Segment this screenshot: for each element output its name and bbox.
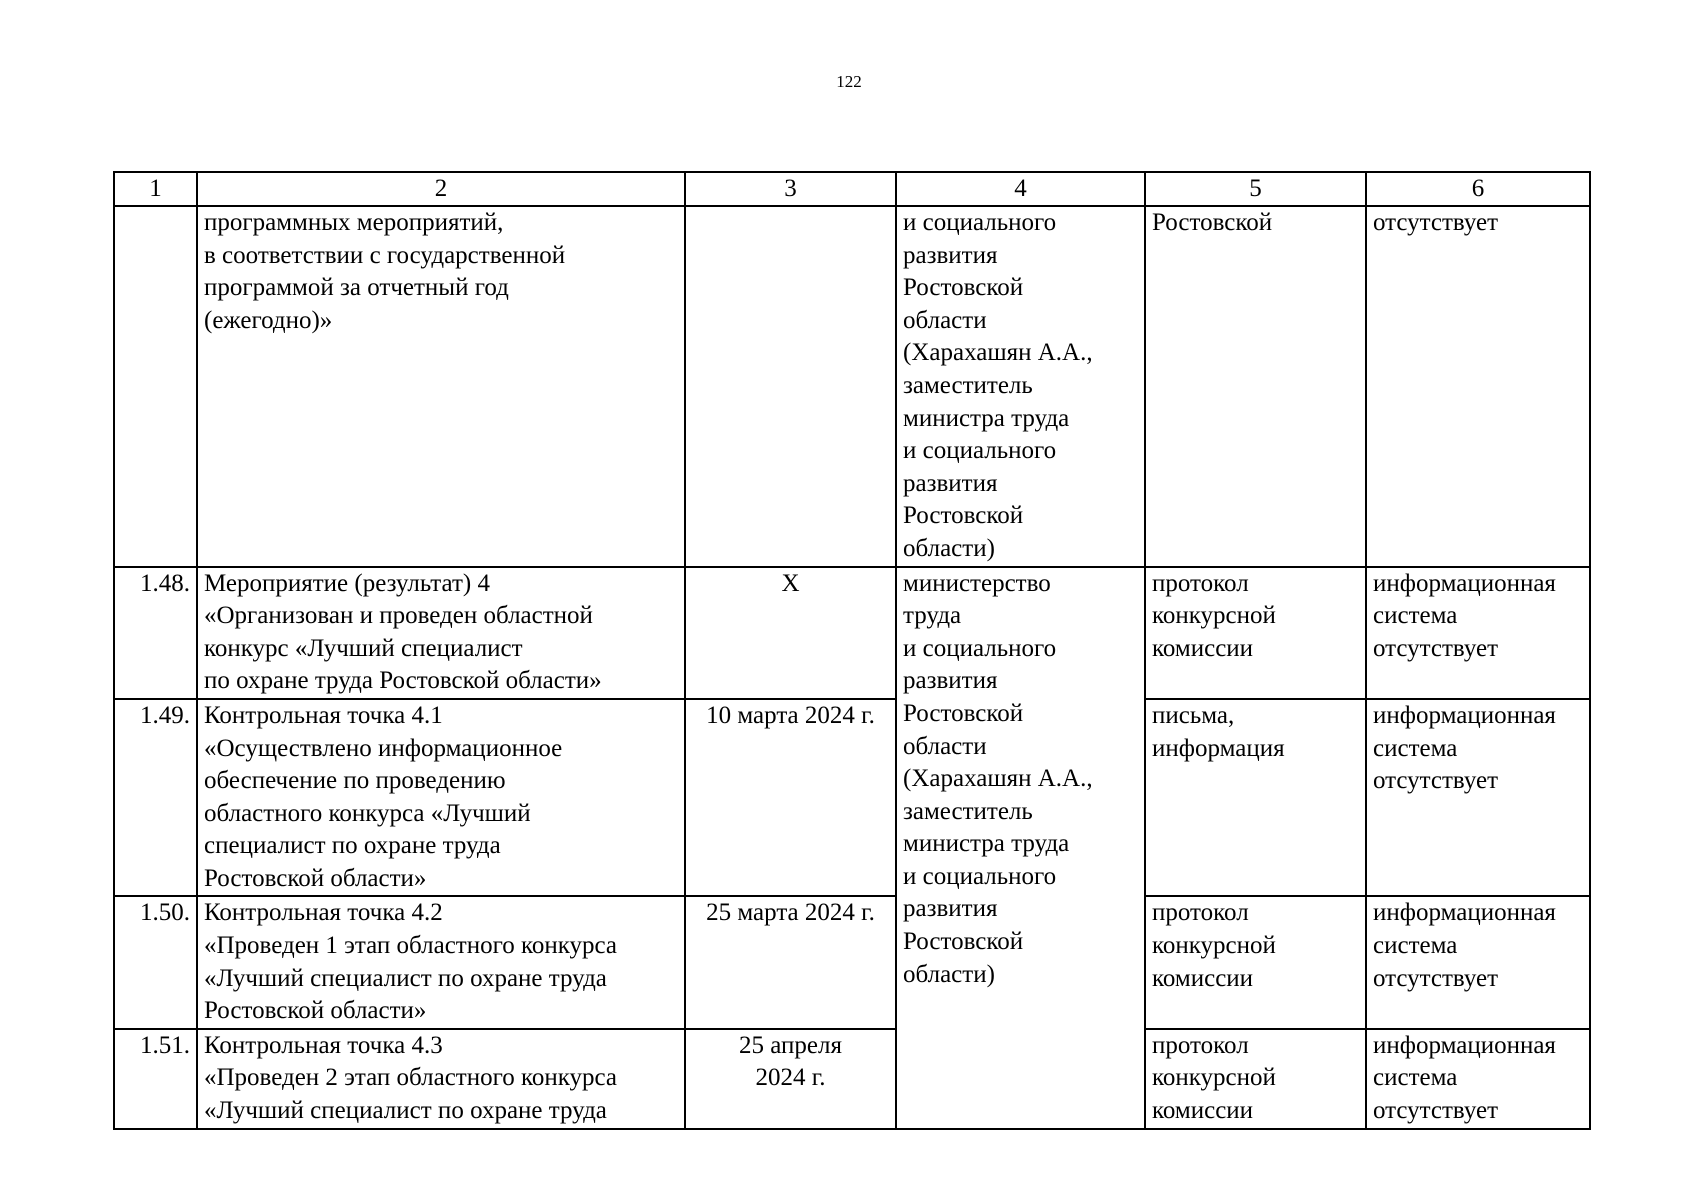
row-number: 1.50. <box>114 896 197 1028</box>
row-number: 1.49. <box>114 699 197 897</box>
table-row <box>114 699 1590 897</box>
deadline: Х <box>685 567 896 699</box>
row-number: 1.48. <box>114 567 197 699</box>
confirming-document: письма, информация <box>1145 699 1366 897</box>
deadline: 10 марта 2024 г. <box>685 699 896 897</box>
event-name: Контрольная точка 4.1 «Осуществлено информационное обеспечение по проведению областного конкурса «Лучший специалист по охране труда Ростовской области» <box>197 699 685 897</box>
confirming-document: протокол конкурсной комиссии <box>1145 567 1366 699</box>
information-system: информационная система отсутствует <box>1366 896 1590 1028</box>
plan-table <box>113 171 1591 1130</box>
row-number <box>114 206 197 567</box>
table-row <box>114 206 1590 567</box>
column-header-5: 5 <box>1145 172 1366 206</box>
table-row <box>114 567 1590 699</box>
table-row <box>114 1029 1590 1129</box>
event-name: Контрольная точка 4.3 «Проведен 2 этап областного конкурса «Лучший специалист по охране труда <box>197 1029 685 1129</box>
information-system: информационная система отсутствует <box>1366 567 1590 699</box>
deadline <box>685 206 896 567</box>
information-system: информационная система отсутствует <box>1366 1029 1590 1129</box>
event-name: программных мероприятий, в соответствии с государственной программой за отчетный год (ежегодно)» <box>197 206 685 567</box>
column-header-6: 6 <box>1366 172 1590 206</box>
responsible-executor: и социального развития Ростовской области (Харахашян А.А., заместитель министра труда и социального развития Ростовской области) <box>896 206 1145 567</box>
column-header-1: 1 <box>114 172 197 206</box>
row-number: 1.51. <box>114 1029 197 1129</box>
deadline: 25 марта 2024 г. <box>685 896 896 1028</box>
table-row <box>114 896 1590 1028</box>
confirming-document: протокол конкурсной комиссии <box>1145 1029 1366 1129</box>
column-header-2: 2 <box>197 172 685 206</box>
column-header-4: 4 <box>896 172 1145 206</box>
deadline: 25 апреля 2024 г. <box>685 1029 896 1129</box>
information-system: информационная система отсутствует <box>1366 699 1590 897</box>
confirming-document: протокол конкурсной комиссии <box>1145 896 1366 1028</box>
responsible-executor-merged: министерство труда и социального развития Ростовской области (Харахашян А.А., заместитель министра труда и социального развития Ростовской области) <box>896 567 1145 1129</box>
event-name: Контрольная точка 4.2 «Проведен 1 этап областного конкурса «Лучший специалист по охране труда Ростовской области» <box>197 896 685 1028</box>
column-numbers-row <box>114 172 1590 206</box>
page-number: 122 <box>836 72 862 91</box>
information-system: отсутствует <box>1366 206 1590 567</box>
column-header-3: 3 <box>685 172 896 206</box>
event-name: Мероприятие (результат) 4 «Организован и проведен областной конкурс «Лучший специалист по охране труда Ростовской области» <box>197 567 685 699</box>
confirming-document: Ростовской <box>1145 206 1366 567</box>
